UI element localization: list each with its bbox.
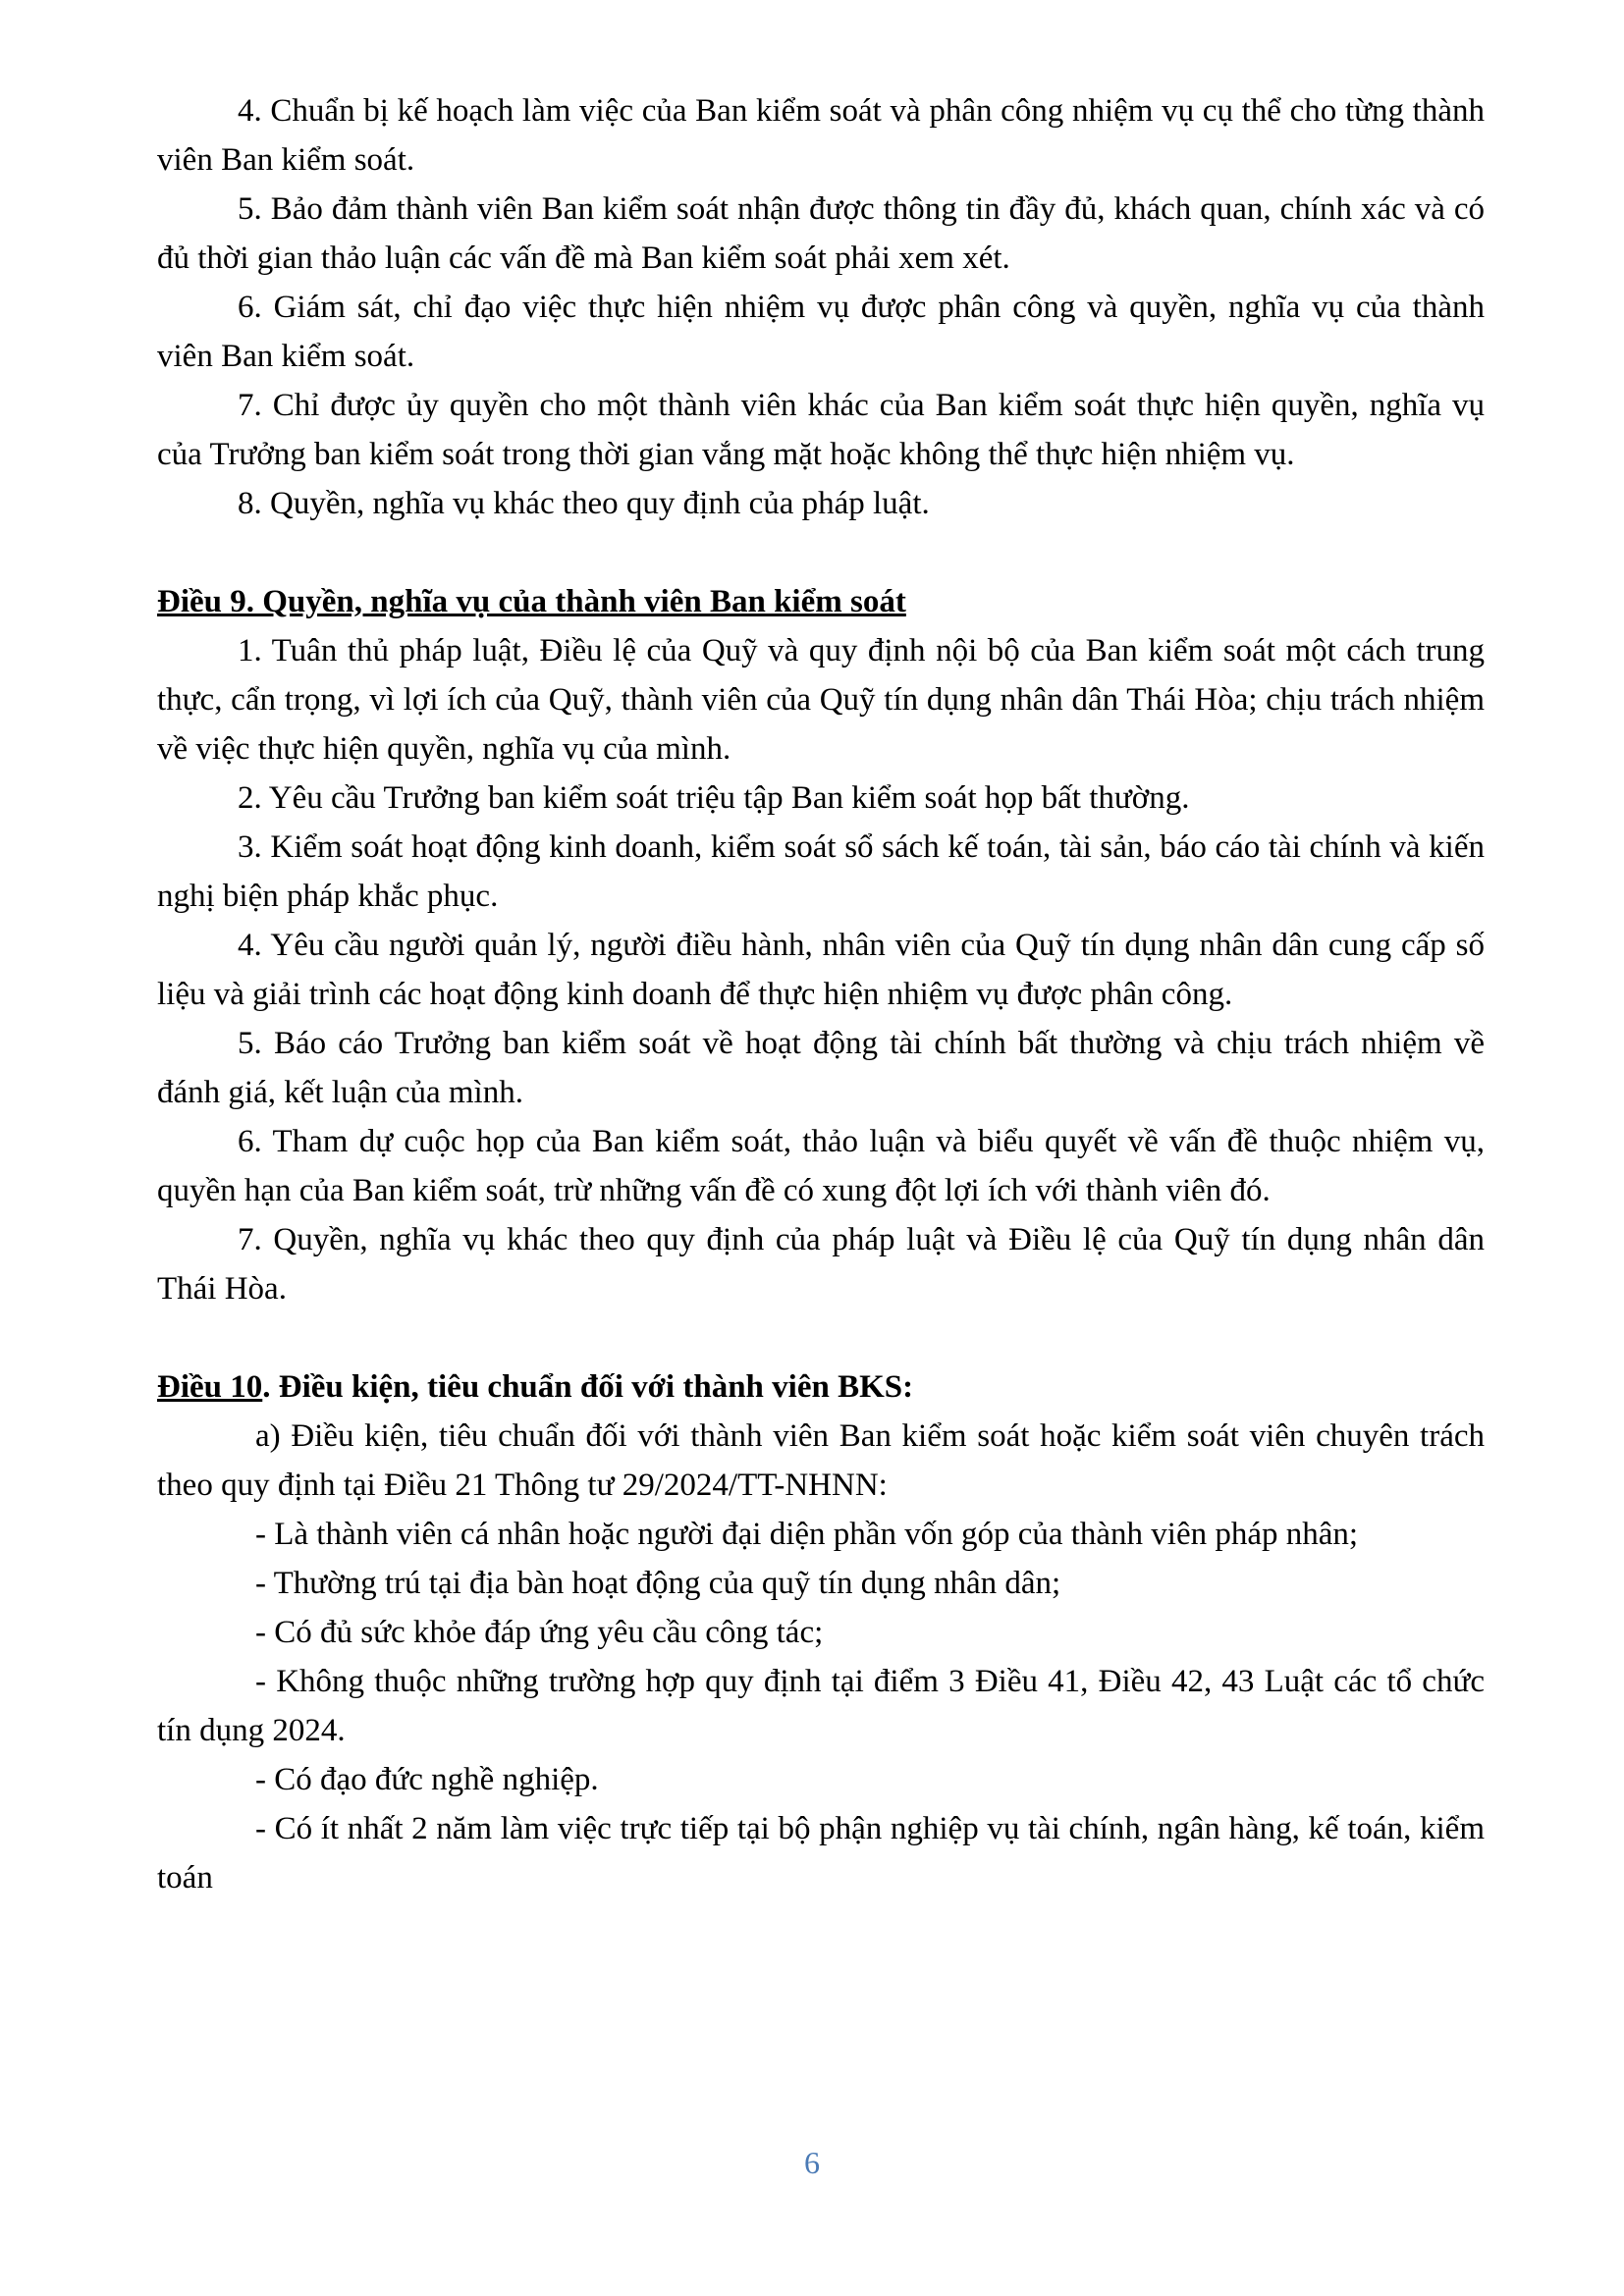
- article-10-heading: [157, 1362, 1485, 1412]
- paragraph: 6. Giám sát, chỉ đạo việc thực hiện nhiệm vụ được phân công và quyền, nghĩa vụ của thành viên Ban kiểm soát.: [157, 290, 1485, 374]
- paragraph: 8. Quyền, nghĩa vụ khác theo quy định của pháp luật.: [238, 486, 930, 521]
- article-9-item: 3. Kiểm soát hoạt động kinh doanh, kiểm soát sổ sách kế toán, tài sản, báo cáo tài chính và kiến nghị biện pháp khắc phục.: [157, 829, 1485, 914]
- paragraph: 7. Chỉ được ủy quyền cho một thành viên khác của Ban kiểm soát thực hiện quyền, nghĩa vụ của Trưởng ban kiểm soát trong thời gian vắng mặt hoặc không thể thực hiện nhiệm vụ.: [157, 388, 1485, 472]
- paragraph: 5. Bảo đảm thành viên Ban kiểm soát nhận được thông tin đầy đủ, khách quan, chính xác và có đủ thời gian thảo luận các vấn đề mà Ban kiểm soát phải xem xét.: [157, 191, 1485, 276]
- article-9-heading: [157, 577, 1485, 626]
- article-10-item: - Là thành viên cá nhân hoặc người đại diện phần vốn góp của thành viên pháp nhân;: [255, 1517, 1359, 1552]
- article-9-item: 5. Báo cáo Trưởng ban kiểm soát về hoạt động tài chính bất thường và chịu trách nhiệm về đánh giá, kết luận của mình.: [157, 1026, 1485, 1110]
- article-9-item: 2. Yêu cầu Trưởng ban kiểm soát triệu tập Ban kiểm soát họp bất thường.: [238, 780, 1190, 816]
- article-10-item: - Có ít nhất 2 năm làm việc trực tiếp tại bộ phận nghiệp vụ tài chính, ngân hàng, kế toán, kiểm toán: [157, 1811, 1485, 1896]
- article-10-item: - Có đủ sức khỏe đáp ứng yêu cầu công tác;: [255, 1615, 824, 1650]
- article-9-item: 7. Quyền, nghĩa vụ khác theo quy định của pháp luật và Điều lệ của Quỹ tín dụng nhân dân Thái Hòa.: [157, 1222, 1485, 1307]
- article-10-heading-rest: . Điều kiện, tiêu chuẩn đối với thành viên BKS:: [262, 1369, 914, 1405]
- article-10-item: - Thường trú tại địa bàn hoạt động của quỹ tín dụng nhân dân;: [255, 1566, 1061, 1601]
- paragraph: 4. Chuẩn bị kế hoạch làm việc của Ban kiểm soát và phân công nhiệm vụ cụ thể cho từng thành viên Ban kiểm soát.: [157, 93, 1485, 178]
- article-10-intro: a) Điều kiện, tiêu chuẩn đối với thành viên Ban kiểm soát hoặc kiểm soát viên chuyên trách theo quy định tại Điều 21 Thông tư 29/2024/TT-NHNN:: [157, 1418, 1485, 1503]
- article-9-item: 4. Yêu cầu người quản lý, người điều hành, nhân viên của Quỹ tín dụng nhân dân cung cấp số liệu và giải trình các hoạt động kinh doanh để thực hiện nhiệm vụ được phân công.: [157, 928, 1485, 1012]
- article-9-item: 6. Tham dự cuộc họp của Ban kiểm soát, thảo luận và biểu quyết về vấn đề thuộc nhiệm vụ, quyền hạn của Ban kiểm soát, trừ những vấn đề có xung đột lợi ích với thành viên đó.: [157, 1124, 1485, 1208]
- article-9-item: 1. Tuân thủ pháp luật, Điều lệ của Quỹ và quy định nội bộ của Ban kiểm soát một cách trung thực, cẩn trọng, vì lợi ích của Quỹ, thành viên của Quỹ tín dụng nhân dân Thái Hòa; chịu trách nhiệm về việc thực hiện quyền, nghĩa vụ của mình.: [157, 633, 1485, 767]
- page-number: 6: [804, 2145, 820, 2180]
- article-10-item: - Có đạo đức nghề nghiệp.: [255, 1762, 599, 1797]
- document-page: [157, 86, 1485, 1902]
- article-9-heading-text: Điều 9. Quyền, nghĩa vụ của thành viên Ban kiểm soát: [157, 584, 906, 619]
- article-10-item: - Không thuộc những trường hợp quy định tại điểm 3 Điều 41, Điều 42, 43 Luật các tổ chức tín dụng 2024.: [157, 1664, 1485, 1748]
- article-10-heading-label: Điều 10: [157, 1369, 263, 1405]
